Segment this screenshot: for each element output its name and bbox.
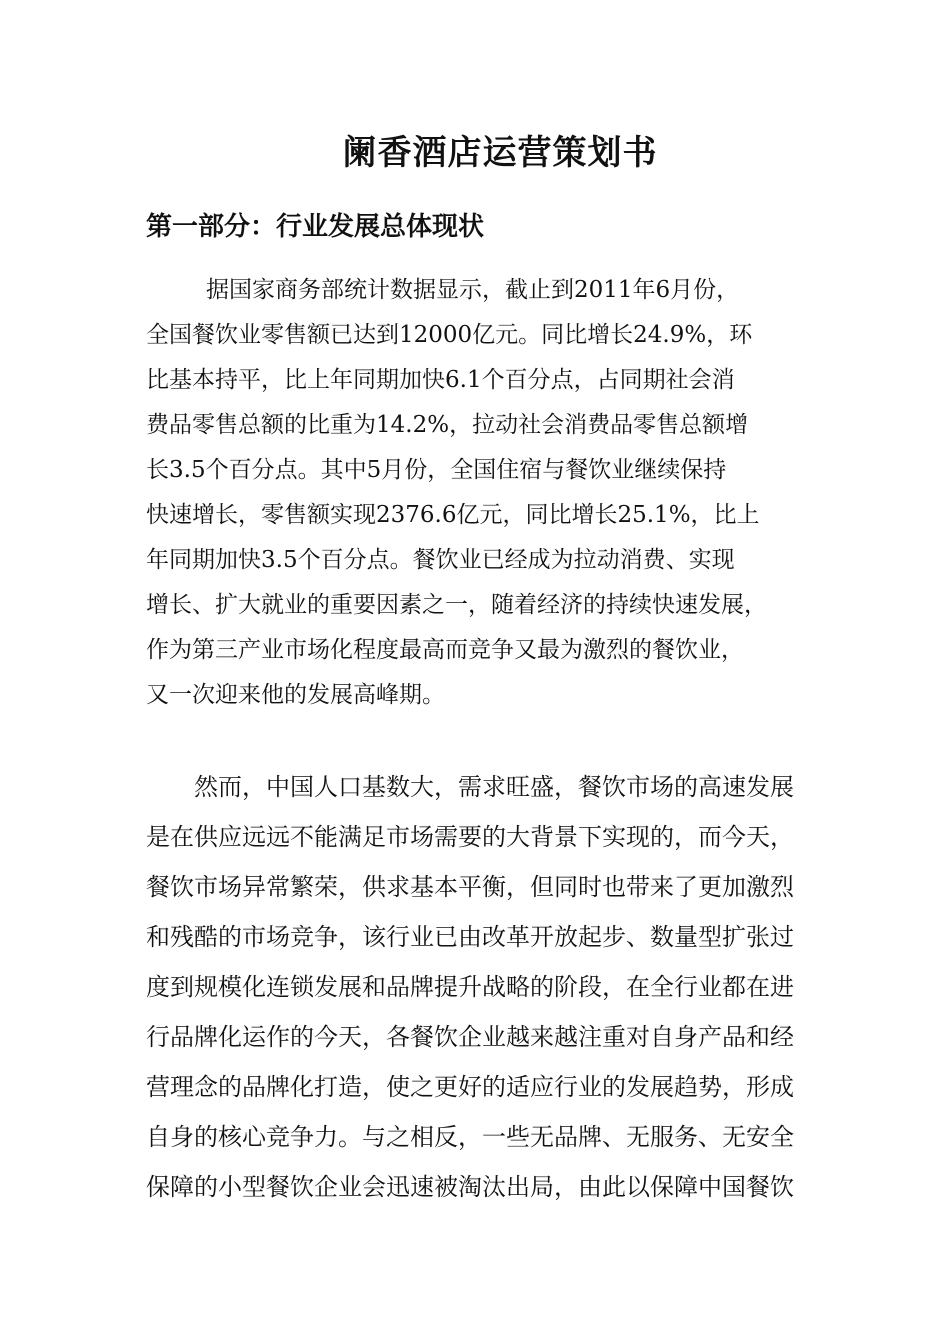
- paragraph-industry-statistics: [146, 268, 826, 718]
- paragraph-line: 增长、扩大就业的重要因素之一，随着经济的持续快速发展，: [146, 592, 767, 618]
- paragraph-line: 费品零售总额的比重为14.2%，拉动社会消费品零售总额增: [146, 412, 749, 438]
- paragraph-line: 快速增长，零售额实现2376.6亿元，同比增长25.1%，比上: [146, 502, 760, 528]
- section-heading: 第一部分：行业发展总体现状: [146, 212, 485, 242]
- paragraph-market-competition: [146, 762, 856, 1212]
- document-title: 阑香酒店运营策划书: [342, 133, 658, 173]
- paragraph-line: 保障的小型餐饮企业会迅速被淘汰出局，由此以保障中国餐饮: [146, 1173, 794, 1201]
- paragraph-line: 度到规模化连锁发展和品牌提升战略的阶段，在全行业都在进: [146, 973, 794, 1001]
- paragraph-line: 又一次迎来他的发展高峰期。: [146, 682, 445, 708]
- paragraph-line: 和残酷的市场竞争，该行业已由改革开放起步、数量型扩张过: [146, 923, 794, 951]
- paragraph-line: 比基本持平，比上年同期加快6.1个百分点，占同期社会消: [146, 367, 735, 393]
- paragraph-line: 作为第三产业市场化程度最高而竞争又最为激烈的餐饮业，: [146, 637, 744, 663]
- paragraph-line: 是在供应远远不能满足市场需要的大背景下实现的，而今天，: [146, 823, 794, 851]
- paragraph-line: 行品牌化运作的今天，各餐饮企业越来越注重对自身产品和经: [146, 1023, 794, 1051]
- paragraph-line: 自身的核心竞争力。与之相反，一些无品牌、无服务、无安全: [146, 1123, 794, 1151]
- paragraph-line: 然而，中国人口基数大，需求旺盛，餐饮市场的高速发展: [194, 773, 794, 801]
- paragraph-line: 年同期加快3.5个百分点。餐饮业已经成为拉动消费、实现: [146, 547, 735, 573]
- paragraph-line: 餐饮市场异常繁荣，供求基本平衡，但同时也带来了更加激烈: [146, 873, 794, 901]
- paragraph-line: 长3.5个百分点。其中5月份，全国住宿与餐饮业继续保持: [146, 457, 727, 483]
- paragraph-line: 全国餐饮业零售额已达到12000亿元。同比增长24.9%，环: [146, 322, 753, 348]
- paragraph-line: 营理念的品牌化打造，使之更好的适应行业的发展趋势，形成: [146, 1073, 794, 1101]
- paragraph-line: 据国家商务部统计数据显示，截止到2011年6月份，: [206, 277, 740, 303]
